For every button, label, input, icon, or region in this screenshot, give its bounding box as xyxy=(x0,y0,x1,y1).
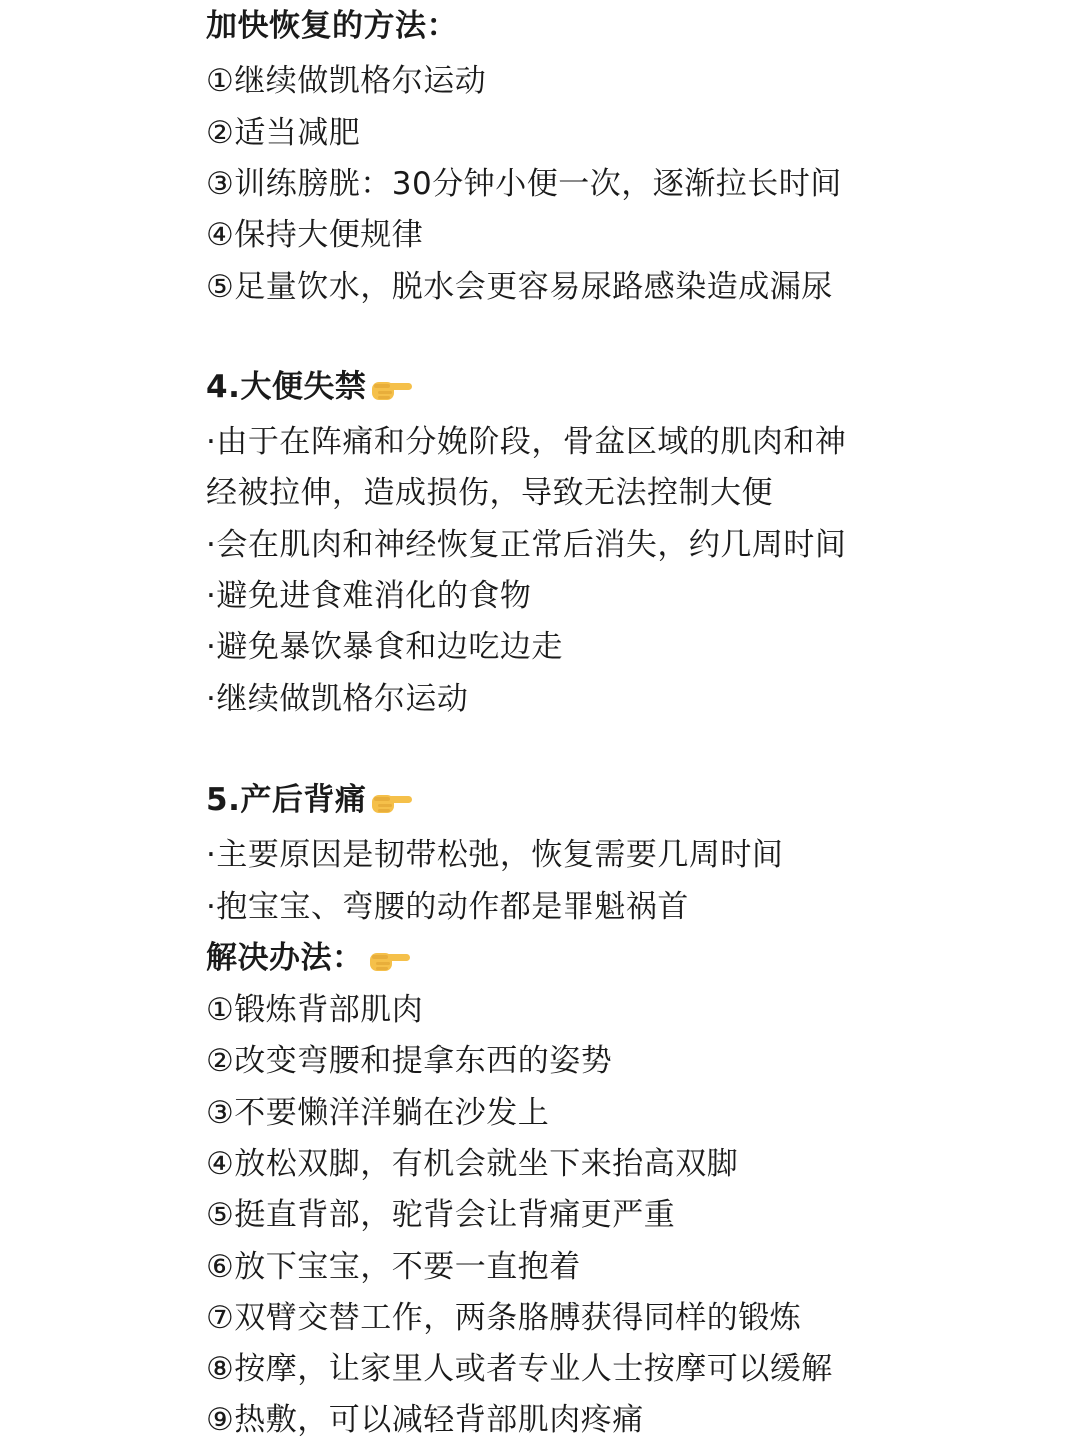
section-4-line-3: ·会在肌肉和神经恢复正常后消失，约几周时间 xyxy=(206,527,847,563)
recovery-item-1: ①继续做凯格尔运动 xyxy=(206,63,487,99)
section-5-heading xyxy=(206,778,414,822)
section-4-line-1: ·由于在阵痛和分娩阶段，骨盆区域的肌肉和神 xyxy=(206,424,847,460)
solution-item-8: ⑧按摩，让家里人或者专业人士按摩可以缓解 xyxy=(206,1351,833,1387)
section-5-line-1: ·主要原因是韧带松弛，恢复需要几周时间 xyxy=(206,837,784,873)
solution-item-2: ②改变弯腰和提拿东西的姿势 xyxy=(206,1043,613,1079)
solution-heading xyxy=(206,936,412,980)
section-5-line-2: ·抱宝宝、弯腰的动作都是罪魁祸首 xyxy=(206,889,689,925)
solution-title: 解决办法： xyxy=(206,940,364,976)
pointing-right-hand-icon xyxy=(370,787,414,817)
section-4-line-4: ·避免进食难消化的食物 xyxy=(206,578,532,614)
solution-item-1: ①锻炼背部肌肉 xyxy=(206,992,424,1028)
solution-item-6: ⑥放下宝宝，不要一直抱着 xyxy=(206,1249,581,1285)
recovery-item-5: ⑤足量饮水，脱水会更容易尿路感染造成漏尿 xyxy=(206,269,833,305)
pointing-right-hand-icon xyxy=(368,945,412,975)
section-4-line-6: ·继续做凯格尔运动 xyxy=(206,681,469,717)
section-4-title: 4.大便失禁 xyxy=(206,369,367,405)
recovery-item-3: ③训练膀胱：30分钟小便一次，逐渐拉长时间 xyxy=(206,166,842,202)
section-4-heading xyxy=(206,365,414,409)
solution-item-5: ⑤挺直背部，驼背会让背痛更严重 xyxy=(206,1197,676,1233)
solution-item-7: ⑦双臂交替工作，两条胳膊获得同样的锻炼 xyxy=(206,1300,802,1336)
solution-item-4: ④放松双脚，有机会就坐下来抬高双脚 xyxy=(206,1146,739,1182)
solution-item-3: ③不要懒洋洋躺在沙发上 xyxy=(206,1095,550,1131)
pointing-right-hand-icon xyxy=(370,374,414,404)
section-4-line-2: 经被拉伸，造成损伤，导致无法控制大便 xyxy=(206,475,773,511)
solution-item-9: ⑨热敷，可以减轻背部肌肉疼痛 xyxy=(206,1402,644,1438)
recovery-heading: 加快恢复的方法： xyxy=(206,8,458,44)
recovery-item-4: ④保持大便规律 xyxy=(206,217,424,253)
section-5-title: 5.产后背痛 xyxy=(206,782,367,818)
section-4-line-5: ·避免暴饮暴食和边吃边走 xyxy=(206,629,563,665)
recovery-item-2: ②适当减肥 xyxy=(206,115,361,151)
